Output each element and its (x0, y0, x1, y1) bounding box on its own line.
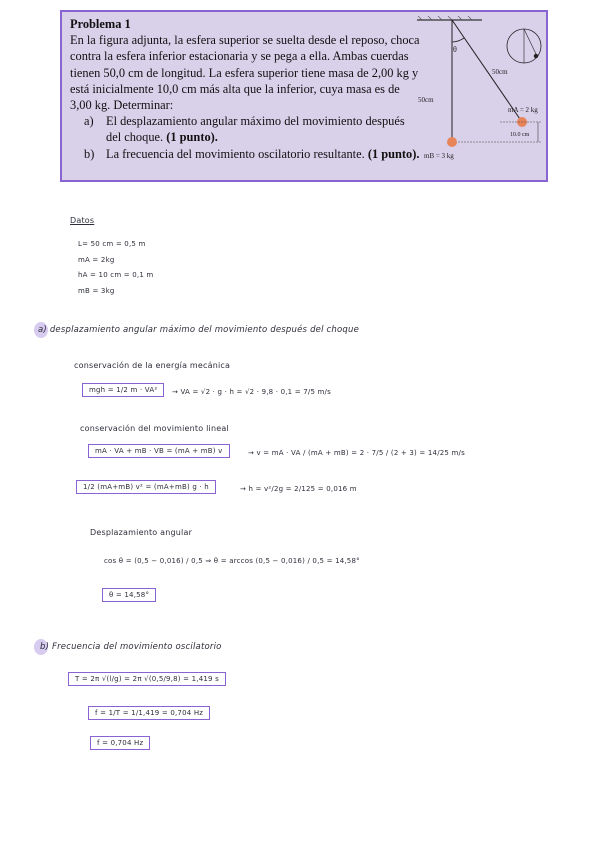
lower-sphere (447, 137, 457, 147)
momentum-title: conservación del movimiento lineal (80, 424, 229, 433)
momentum-result: → v = mA · VA / (mA + mB) = 2 · 7/5 / (2 + 3) = 14/25 m/s (248, 449, 465, 457)
problem-item-a (84, 113, 420, 145)
frequency-result: f = 0,704 Hz (90, 736, 150, 750)
momentum-equation: mA · VA + mB · VB = (mA + mB) v (88, 444, 230, 458)
problem-statement (60, 10, 548, 182)
period-equation: T = 2π √(l/g) = 2π √(0,5/9,8) = 1,419 s (68, 672, 226, 686)
mass-a-label: mA = 2 kg (508, 106, 538, 114)
problem-items (70, 113, 420, 162)
problem-title: Problema 1 (70, 17, 131, 31)
cos-equation: cos θ = (0,5 − 0,016) / 0,5 ⇒ θ = arccos (0,5 − 0,016) / 0,5 = 14,58° (104, 557, 360, 565)
item-label: b) (84, 146, 95, 161)
problem-item-b (84, 146, 420, 162)
problem-text (70, 16, 420, 162)
angle-label: θ (453, 45, 457, 54)
length-label-vertical: 50cm (418, 96, 434, 104)
item-text: La frecuencia del movimiento oscilatorio resultante. (106, 146, 365, 161)
frequency-equation: f = 1/T = 1/1,419 = 0,704 Hz (88, 706, 210, 720)
part-b-heading: b) Frecuencia del movimiento oscilatorio (40, 642, 222, 652)
length-label-angled: 50cm (492, 68, 508, 76)
datos-line: mA = 2kg (78, 256, 115, 264)
item-points: (1 punto). (166, 130, 218, 145)
item-text: El desplazamiento angular máximo del movimiento después del choque. (106, 114, 405, 145)
angular-title: Desplazamiento angular (90, 528, 193, 537)
theta-result: θ = 14,58° (102, 588, 156, 602)
datos-title: Datos (70, 216, 95, 225)
datos-line: hA = 10 cm = 0,1 m (78, 271, 154, 279)
energy-equation: mgh = 1/2 m · VA² (82, 383, 164, 397)
part-a-heading: a) desplazamiento angular máximo del movimiento después del choque (38, 325, 360, 335)
pendulum-figure (412, 16, 547, 176)
item-label: a) (84, 114, 94, 129)
height-label: 10.0 cm (510, 132, 530, 138)
energy-result: → VA = √2 · g · h = √2 · 9,8 · 0,1 = 7/5 m/s (172, 388, 331, 396)
mass-b-label: mB = 3 kg (424, 152, 454, 160)
datos-line: mB = 3kg (78, 287, 115, 295)
height-result: → h = v²/2g = 2/125 = 0,016 m (240, 485, 357, 493)
height-equation: 1/2 (mA+mB) v² = (mA+mB) g · h (76, 480, 216, 494)
datos-line: L= 50 cm = 0,5 m (78, 240, 146, 248)
problem-intro: En la figura adjunta, la esfera superior se suelta desde el reposo, choca contra la esfera inferior estacionaria y se pega a ella. Ambas cuerdas tienen 50,0 cm de longitud. La esfera superior tiene masa de 2,00 kg y está inicialmente 10,0 cm más alta que la inferior, cuya masa es de 3,00 kg. Determinar: (70, 33, 420, 113)
item-points: (1 punto). (367, 146, 420, 161)
energy-title: conservación de la energía mecánica (74, 361, 231, 370)
